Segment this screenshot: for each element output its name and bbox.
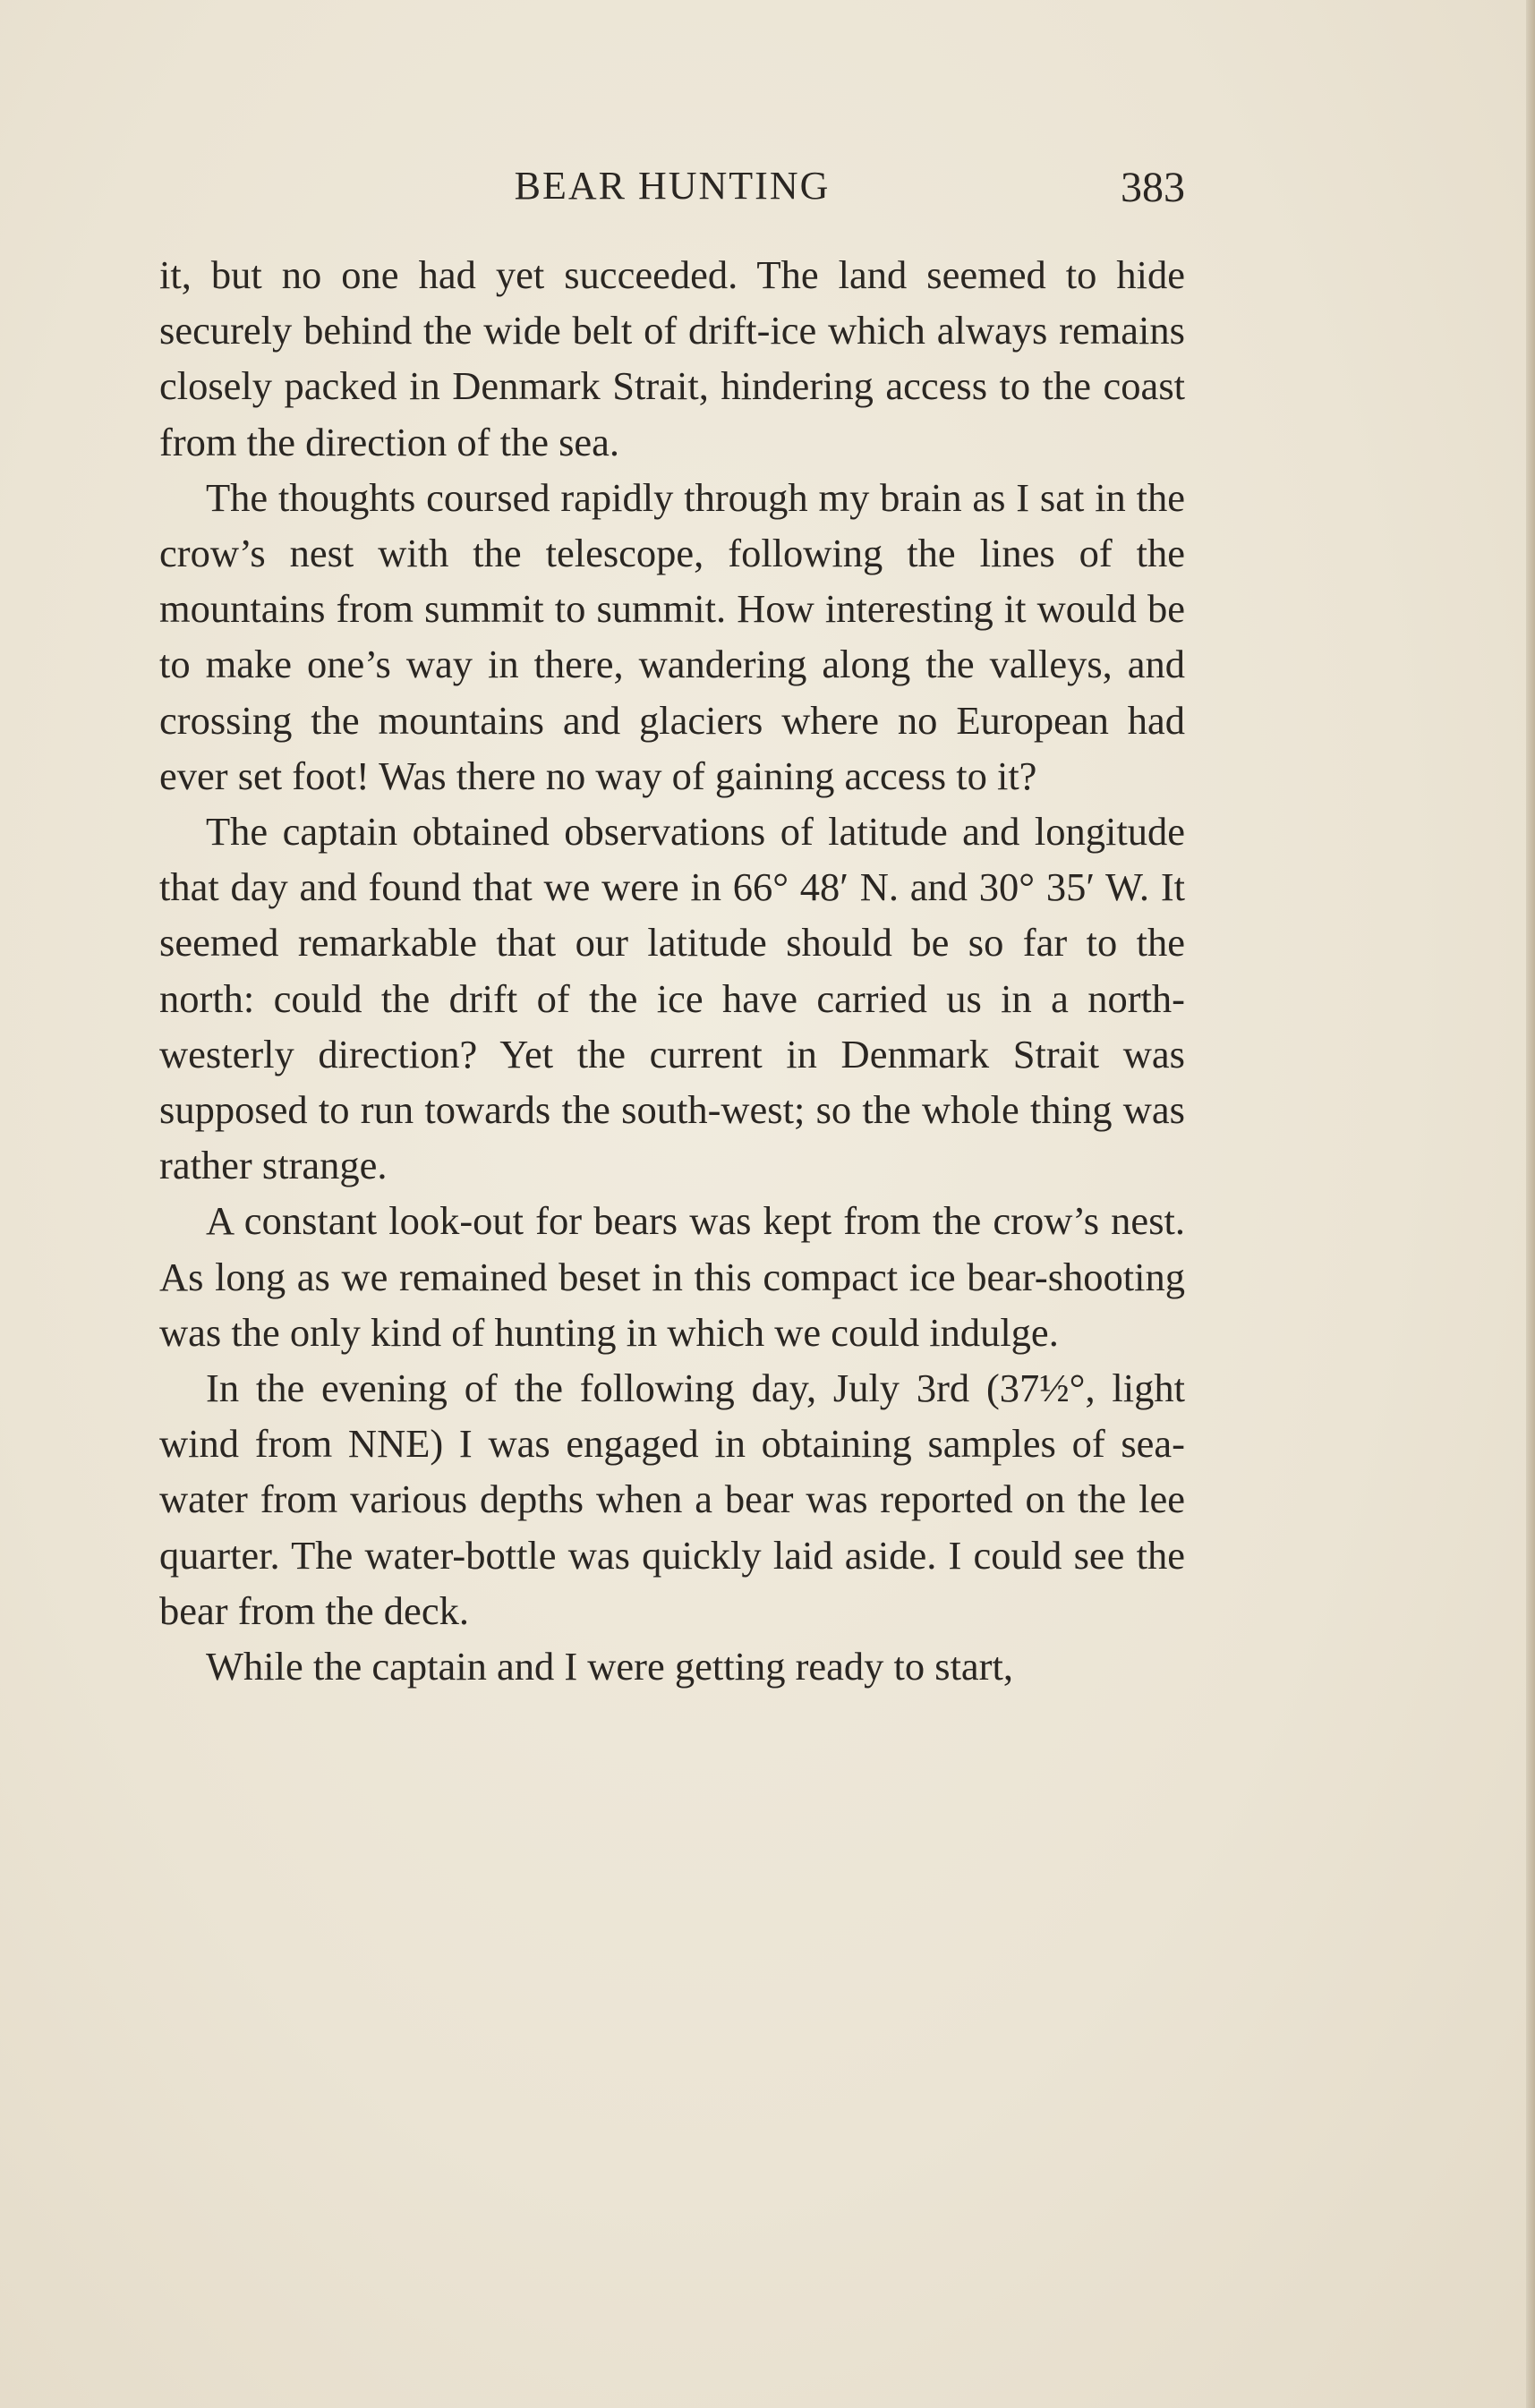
paragraph-6: While the captain and I were getting ready to start, — [206, 1644, 1013, 1689]
paragraph-1: it, but no one had yet succeeded. The land seemed to hide securely behind the wide belt of drift-ice which always remains closely packed in Denmark Strait, hindering access to the coast from the direction of the sea. — [159, 252, 1185, 464]
paragraph-5: In the evening of the following day, July 3rd (37½°, light wind from NNE) I was engaged in obtaining samples of sea-water from various depths when a bear was reported on the lee quarter. The water-bottle was quickly laid aside. I could see the bear from the deck. — [159, 1366, 1185, 1633]
body-text — [159, 247, 1185, 1694]
page-header — [159, 159, 1185, 213]
running-head: BEAR HUNTING — [514, 164, 831, 208]
paragraph-4: A constant look-out for bears was kept from the crow’s nest. As long as we remained beset in this compact ice bear-shooting was the only kind of hunting in which we could indulge. — [159, 1198, 1185, 1355]
paragraph-2: The thoughts coursed rapidly through my brain as I sat in the crow’s nest with the telescope, following the lines of the mountains from summit to summit. How interesting it would be to make one’s way in there, wandering along the valleys, and crossing the mountains and glaciers where no European had ever set foot! Was there no way of gaining access to it? — [159, 474, 1185, 798]
paragraph-3: The captain obtained observations of latitude and longitude that day and found that we were in 66° 48′ N. and 30° 35′ W. It seemed remarkable that our latitude should be so far to the north: could the drift of the ice have carried us in a north-westerly direction? Yet the current in Denmark Strait was supposed to run towards the south-west; so the whole thing was rather strange. — [159, 809, 1185, 1188]
page-number: 383 — [1121, 164, 1185, 211]
page-edge — [1526, 0, 1535, 2408]
